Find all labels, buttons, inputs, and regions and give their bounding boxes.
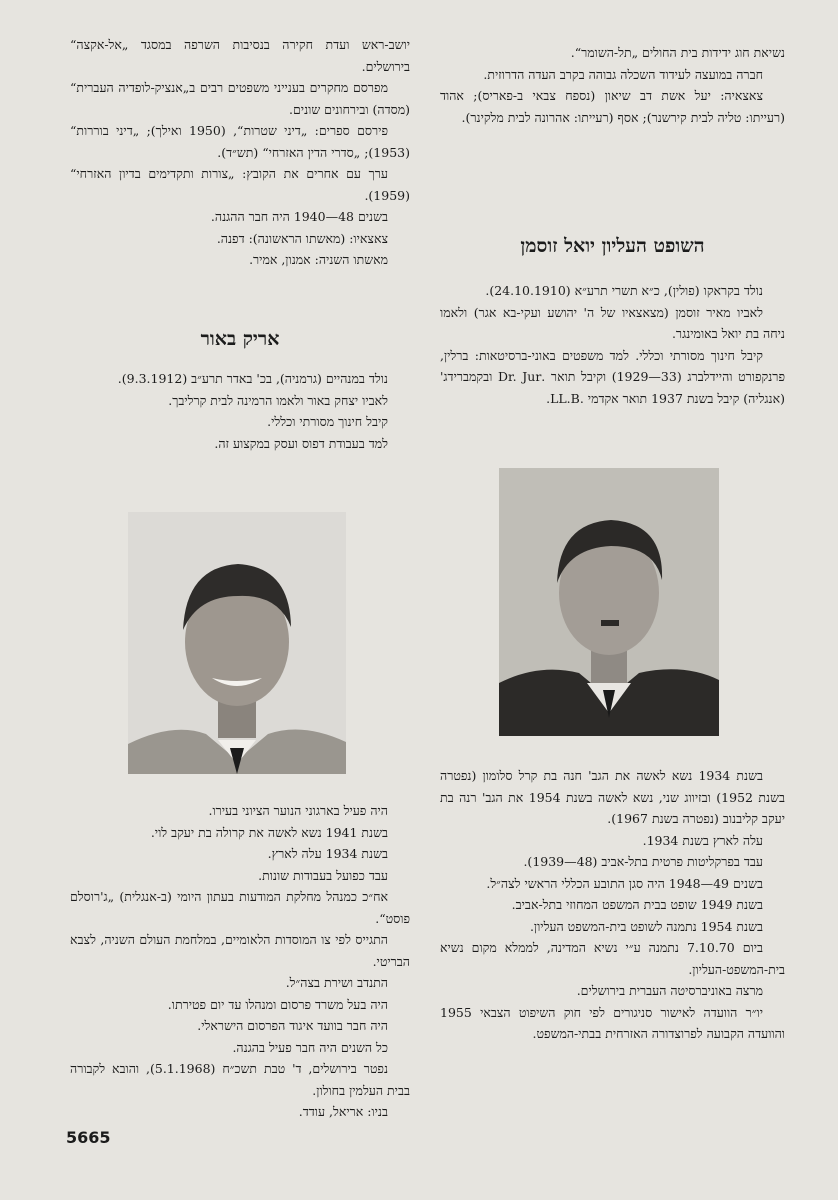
paragraph: עבד כפועל בעבודות שונות. (258, 867, 388, 883)
paragraph: בשנת 1941 נשא לאשה את קרולה בת יעקב לוי. (150, 824, 388, 840)
paragraph: בשנת 1934 עלה לארץ. (267, 846, 388, 861)
paragraph: יושב-ראש ועדת חקירה בנסיבות השרפה במסגד „אל-אקצה“ בירושלים. (70, 37, 410, 74)
paragraph: כל השנים היה חבר פעיל בהגנה. (232, 1039, 388, 1055)
paragraph: היה חבר בוועד איגוד הפרסום הישראלי. (197, 1018, 388, 1033)
paragraph: בשנים 48—1940 היה חבר ההגנה. (210, 209, 388, 224)
left-column-bio-bottom (70, 800, 410, 1123)
paragraph: עבד בפרקליטות פרטית בתל-אביב (48—1939). (523, 854, 763, 869)
left-column-bio-top (70, 368, 410, 454)
paragraph: חברה במועצה לעידוד השכלה גבוהה בקרב העדה הדרוזית. (483, 66, 763, 82)
page-number: 5665 (66, 1128, 111, 1147)
paragraph: ערך עם אחרים את הקובץ: „צורות ותקדימים בדיון האזרחי“ (1959). (70, 166, 410, 203)
paragraph: יו״ר הוועדה לאישור סניגורים לפי חוק השיפוט הצבאי 1955 והוועדה הקבועה לפרוצדורה האזרחית בבתי-המשפט. (440, 1004, 785, 1041)
paragraph: צאצאיו: (מאשתו הראשונה): דפנה. (216, 230, 388, 246)
portrait-photo-left (128, 512, 346, 774)
paragraph: עלה לארץ בשנת 1934. (642, 832, 763, 848)
paragraph: נשיאת חוג ידידות בית החולים „תל-השומר“. (570, 45, 785, 60)
paragraph: ביום 7.10.70 נתמנה ע״י נשיא המדינה, לממלא מקום נשיא בית-המשפט-העליון. (440, 940, 785, 977)
paragraph: למד בעבודת דפוס ועסק במקצוע זה. (214, 435, 388, 451)
paragraph: מפרסם מחקרים בענייני משפטים רבים ב„אנציק-לופדיה העברית“ (מסדה) ובירחונים שונים. (70, 80, 410, 117)
paragraph: לאביו מאיר זוסמן (מצאצאיו של ה' יהושע ועקי-בא אגר) ולאמו ניחה בת יואל באומינגר. (440, 304, 785, 341)
paragraph: לאביו יצחק באור ולאמו הרמינה לבית קרליבך. (168, 392, 388, 408)
right-column-top (440, 42, 785, 128)
paragraph: בשנת 1949 שופט בבית המשפט המחוזי בתל-אביב. (511, 897, 763, 912)
paragraph: בשנת 1954 נתמנה לשופט בית-המשפט העליון. (529, 918, 763, 934)
right-column-bio-bottom (440, 765, 785, 1045)
section-heading: אריק באור (200, 328, 280, 350)
paragraph: קיבל חינוך מסורתי וכללי. למד משפטים באוני-ברסיטאות: ברלין, פרנקפורט והיידלברג (33—1929) וקיבל תואר .Dr. Jur ובקמברידג' (אנגליה) קיבל בשנת 1937 תואר אקדמי .LL.B. (440, 347, 785, 406)
paragraph: התגייס לפי צו המוסדות הלאומיים, במלחמת העולם השניה, לצבא הבריטי. (70, 932, 410, 969)
paragraph: אח״כ כמנהל מחלקת המודעות בעתון היומי (ב-אנגלית) „ג'רוסלם פוסט“. (70, 889, 410, 926)
paragraph: מרצה באוניברסיטה העברית בירושלים. (576, 983, 763, 998)
paragraph: קיבל חינוך מסורתי וכללי. (267, 414, 388, 429)
paragraph: היה בעל משרד פרסום ומנהלו עד יום פטירתו. (167, 996, 388, 1012)
paragraph: בשנים 49—1948 היה סגן התובע הכללי הראשי לצה״ל. (486, 875, 763, 891)
paragraph: היה פעיל בארגוני הנוער הציוני בעירו. (208, 803, 388, 818)
paragraph: נולד במנהיים (גרמניה), בכ' באדר תרע״ב (9.3.1912). (117, 371, 388, 386)
paragraph: בניו: אריאל, עודד. (298, 1104, 388, 1119)
right-column-bio-top (440, 280, 785, 409)
paragraph: צאצאיה: יעל אשת דב שיאון (נספח צבאי ב-פאריס); אהוד (רעייתו: טליה לבית קירשנר); אסף (רעייתו: אהרונה לבית מלקינר). (440, 88, 785, 125)
paragraph: מאשתו השניה: אמנון, אמיר. (249, 252, 388, 267)
paragraph: נולד בקראקו (פולין), כ״א תשרי תרע״א (24.10.1910). (485, 283, 763, 298)
portrait-photo-right (499, 468, 719, 736)
paragraph: נפטר בירושלים, ד' טבת תשכ״ח (5.1.1968), והובא לקבורה בבית העלמין בחולון. (70, 1061, 410, 1098)
paragraph: התנדב ושירת בצה״ל. (285, 975, 388, 990)
paragraph: פירסם ספרים: „דיני שטרות“, (1950 ואילך); „דיני בוררות“ (1953); „סדרי הדין האזרחי“ (תש״ד). (70, 123, 410, 160)
section-heading: השופט העליון יואל זוסמן (520, 235, 705, 257)
left-column-top (70, 34, 410, 271)
paragraph: בשנת 1934 נשא לאשה את הגב' חנה בת קרל סלומון (נפטרה בשנת 1952) ובזיווג שני, נשא לאשה בשנת 1954 את הגב' רנה בת יעקב קליבנוב (נפטרה בשנת 1967). (440, 768, 785, 826)
